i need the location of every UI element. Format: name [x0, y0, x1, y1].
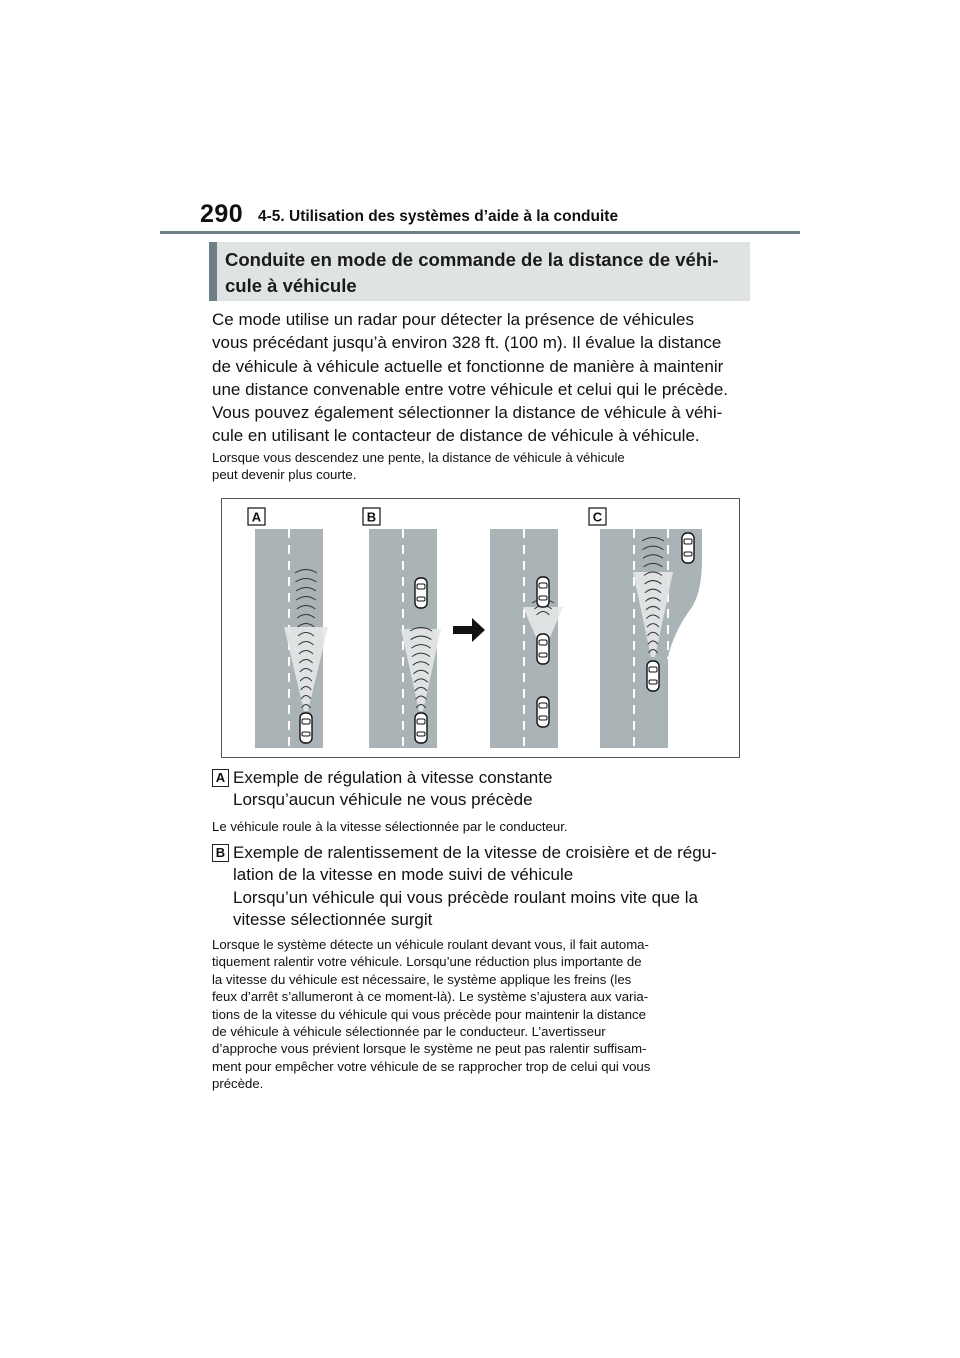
intro-line: Ce mode utilise un radar pour détecter la présence de véhicules [212, 310, 694, 329]
item-note-line: tions de la vitesse du véhicule qui vous précède pour maintenir la distance [212, 1006, 646, 1022]
intro-line: vous précédant jusqu’à environ 328 ft. (100 m). Il évalue la distance [212, 333, 722, 353]
intro-paragraph [212, 308, 752, 448]
item-note-line: feux d’arrêt s’allumeront à ce moment-là). Le système s’ajustera aux varia- [212, 989, 649, 1005]
section-heading [209, 242, 750, 301]
car-icon [537, 577, 549, 607]
item-note-line: Lorsque le système détecte un véhicule roulant devant vous, il fait automa- [212, 937, 649, 952]
item-line: Lorsqu’aucun véhicule ne vous précède [233, 790, 533, 810]
car-rear-window [539, 596, 547, 600]
intro-line: une distance convenable entre votre véhicule et celui qui le précède. [212, 379, 729, 399]
car-icon [682, 533, 694, 563]
car-rear-window [417, 597, 425, 601]
car-rear-window [417, 732, 425, 736]
chapter-title: 4-5. Utilisation des systèmes d’aide à la conduite [258, 208, 619, 225]
car-rear-window [539, 716, 547, 720]
car-icon [415, 578, 427, 608]
car-body [415, 713, 427, 743]
radar-figure-drawing [222, 499, 739, 757]
item-note-line: de véhicule à véhicule sélectionnée par le conducteur. L’avertisseur [212, 1024, 606, 1040]
item-line: Exemple de régulation à vitesse constante [233, 768, 553, 787]
section-accent-bar [209, 242, 217, 301]
item-a [212, 767, 757, 812]
item-badge: B [212, 844, 229, 862]
car-body [537, 697, 549, 727]
section-title-line: Conduite en mode de commande de la distance de véhi- [225, 249, 719, 270]
intro-line: Vous pouvez également sélectionner la distance de véhicule à véhi- [212, 403, 723, 423]
figure-label: C [592, 509, 603, 525]
car-body [537, 634, 549, 664]
item-b-note [212, 936, 752, 1093]
intro-note-line: peut devenir plus courte. [212, 467, 357, 483]
car-windshield [539, 583, 547, 588]
car-windshield [649, 667, 657, 672]
item-note-line: ment pour empêcher votre véhicule de se rapprocher trop de celui qui vous [212, 1058, 651, 1074]
car-icon [415, 713, 427, 743]
item-line: lation de la vitesse en mode suivi de véhicule [233, 865, 574, 885]
item-note-line: Le véhicule roule à la vitesse sélectionnée par le conducteur. [212, 819, 568, 834]
car-icon [537, 634, 549, 664]
car-rear-window [302, 732, 310, 736]
item-note-line: tiquement ralentir votre véhicule. Lorsqu’une réduction plus importante de [212, 954, 642, 970]
figure-label: A [251, 509, 262, 525]
car-icon [300, 713, 312, 743]
figure-label: B [366, 509, 377, 525]
header-rule [160, 231, 800, 234]
item-badge: A [212, 769, 229, 787]
page-number: 290 [200, 200, 244, 228]
intro-note-line: Lorsque vous descendez une pente, la distance de véhicule à véhicule [212, 450, 625, 465]
car-body [647, 661, 659, 691]
car-body [300, 713, 312, 743]
item-a-note [212, 818, 752, 835]
item-note-line: précède. [212, 1076, 264, 1092]
intro-note [212, 449, 752, 484]
item-line: Lorsqu’un véhicule qui vous précède roulant moins vite que la [233, 887, 698, 907]
section-title-line: cule à véhicule [225, 275, 357, 296]
car-windshield [684, 539, 692, 544]
car-icon [537, 697, 549, 727]
section-title [225, 247, 745, 299]
car-windshield [417, 584, 425, 589]
car-windshield [539, 703, 547, 708]
item-line: Exemple de ralentissement de la vitesse de croisière et de régu- [233, 843, 717, 862]
item-text [233, 842, 757, 931]
item-b [212, 842, 757, 931]
car-windshield [417, 719, 425, 724]
intro-line: cule en utilisant le contacteur de distance de véhicule à véhicule. [212, 426, 700, 446]
item-line: vitesse sélectionnée surgit [233, 909, 433, 929]
car-windshield [539, 640, 547, 645]
car-rear-window [539, 653, 547, 657]
car-body [682, 533, 694, 563]
car-body [415, 578, 427, 608]
car-icon [647, 661, 659, 691]
item-note-line: d’approche vous prévient lorsque le système ne peut pas ralentir suffisam- [212, 1041, 647, 1057]
intro-line: de véhicule à véhicule actuelle et fonctionne de manière à maintenir [212, 356, 724, 376]
transition-arrow-icon [453, 618, 485, 642]
item-note-line: la vitesse du véhicule est nécessaire, le système applique les freins (les [212, 971, 632, 987]
car-rear-window [684, 552, 692, 556]
car-rear-window [649, 680, 657, 684]
car-body [537, 577, 549, 607]
car-windshield [302, 719, 310, 724]
item-text [233, 767, 757, 812]
radar-figure [221, 498, 740, 758]
